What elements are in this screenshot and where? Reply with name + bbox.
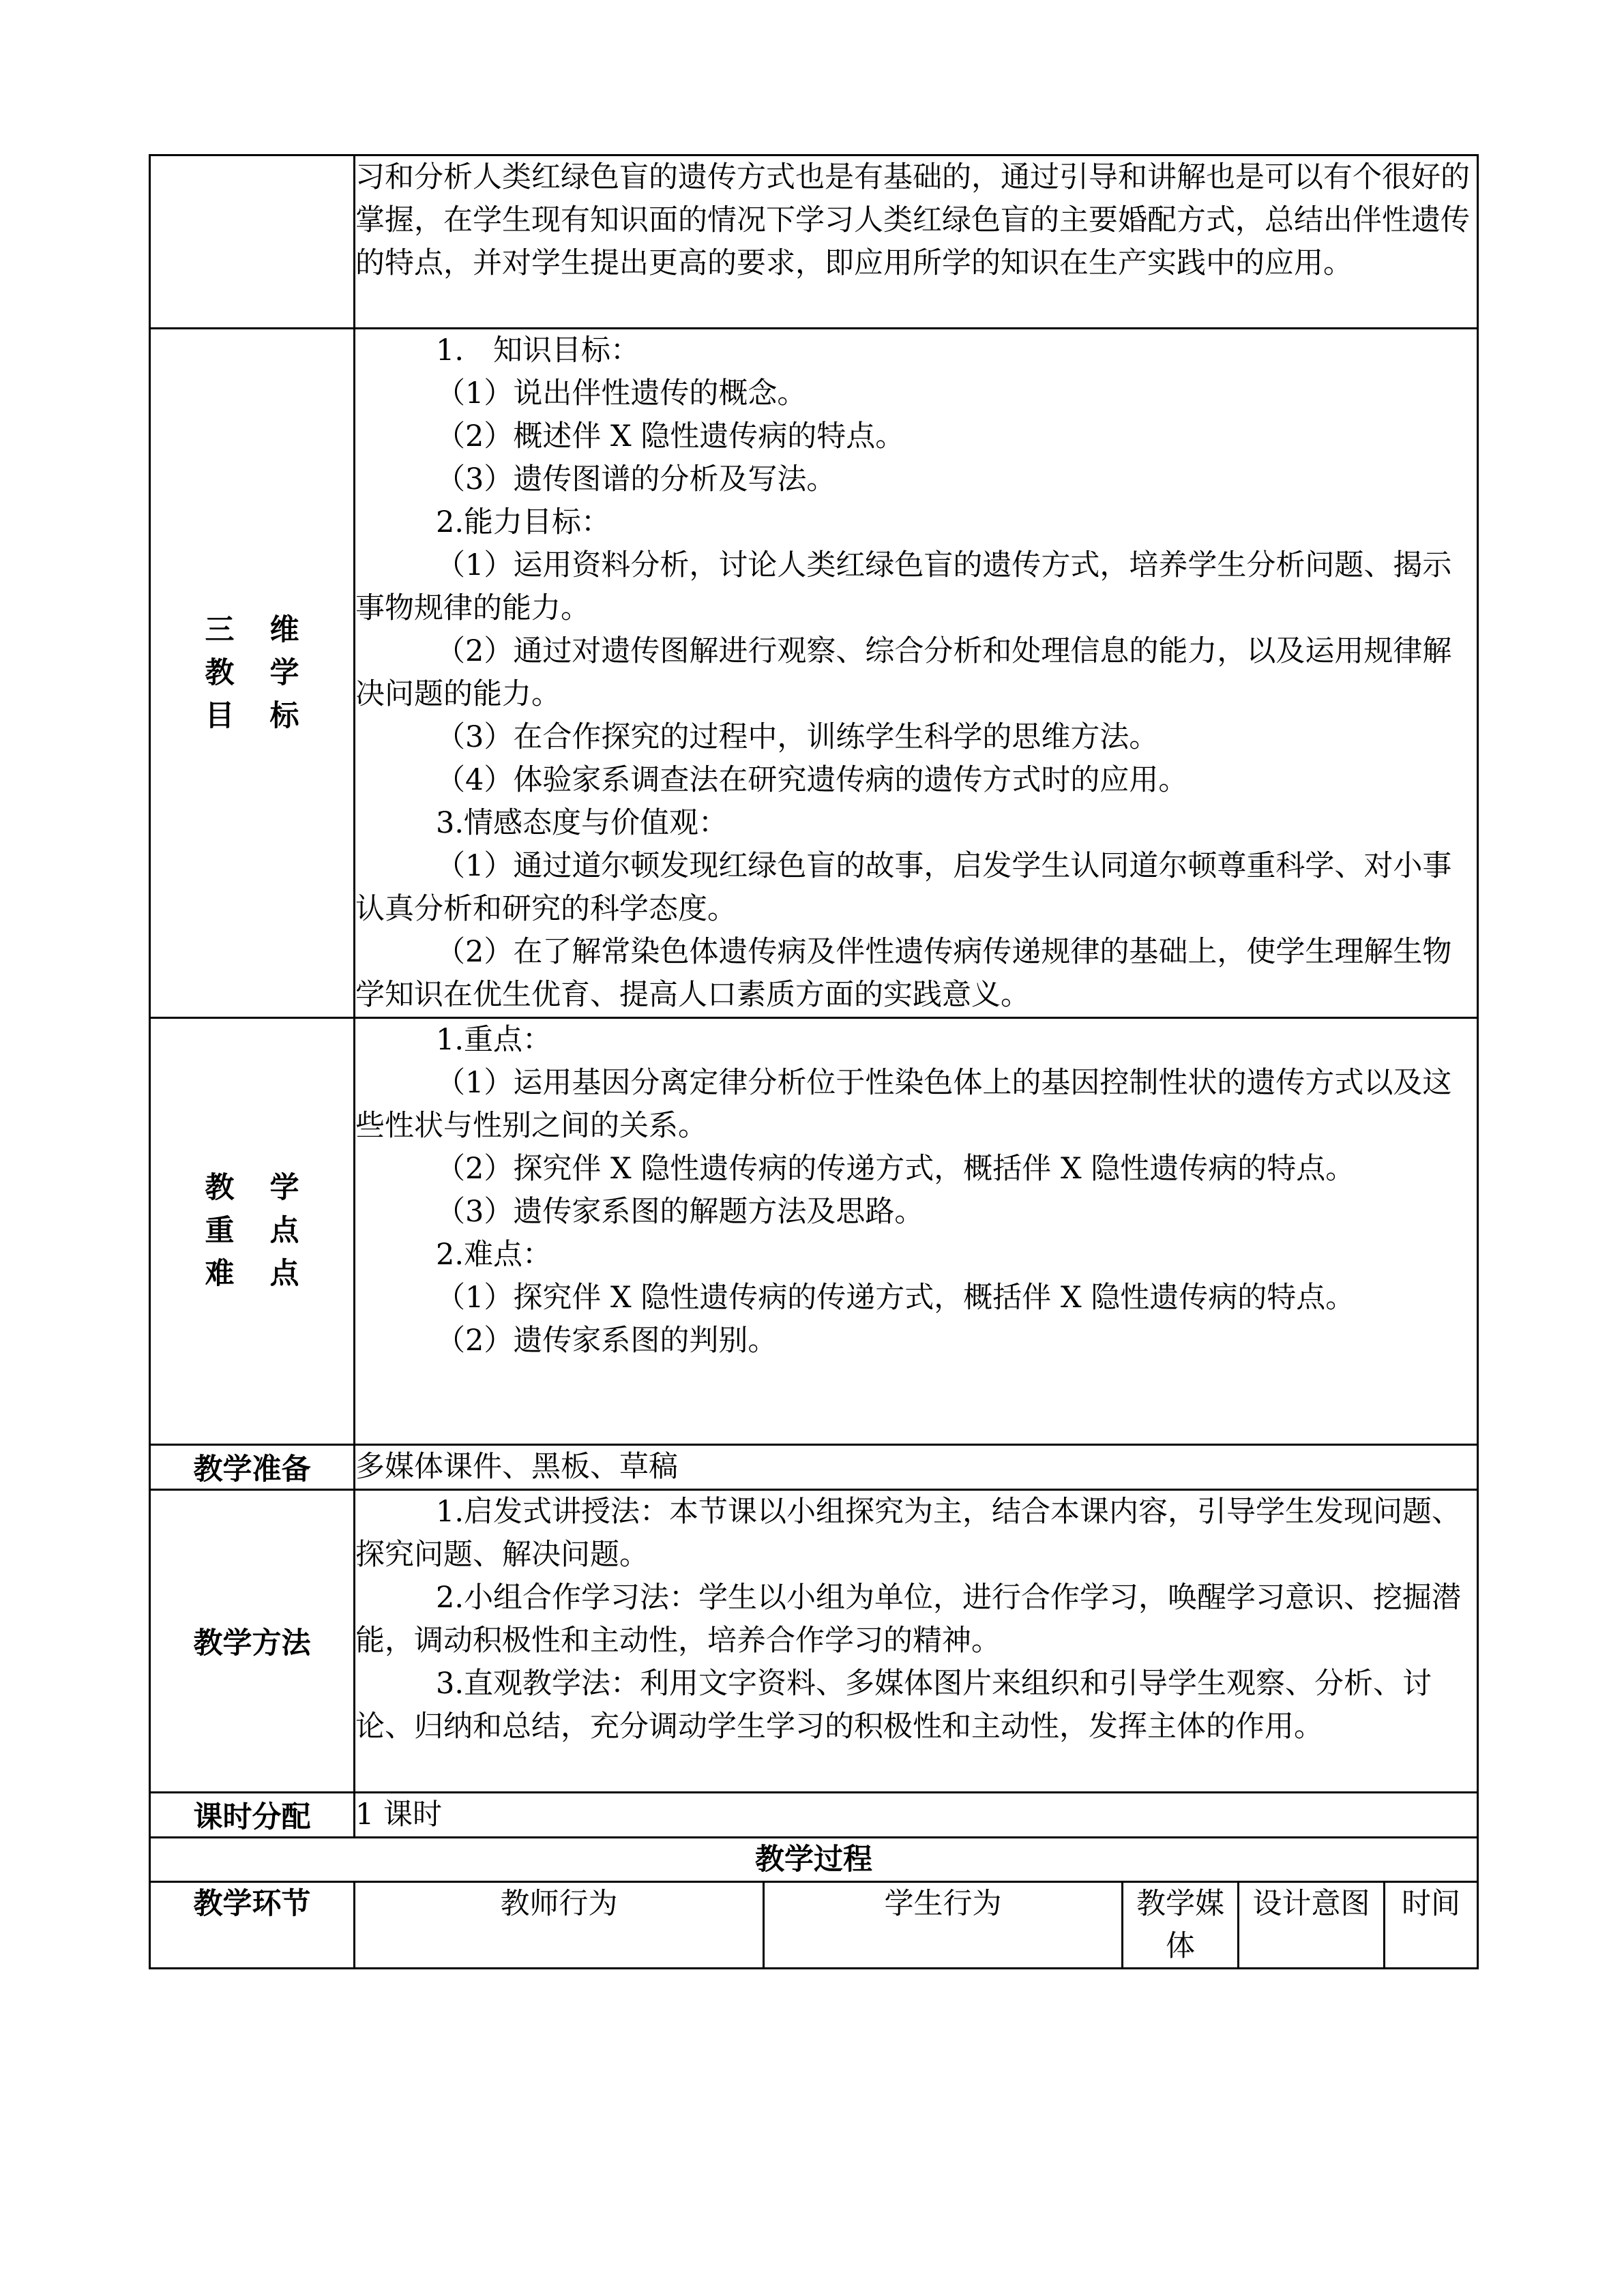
- keypoints-label-line: 难点: [205, 1257, 335, 1291]
- header-teaching-stage: 教学环节: [150, 1882, 355, 1969]
- preparation-label: 教学准备: [150, 1445, 355, 1490]
- keypoints-line: （2）探究伴 X 隐性遗传病的传递方式，概括伴 X 隐性遗传病的特点。: [436, 1152, 1355, 1186]
- preparation-row: [150, 1445, 1478, 1490]
- objectives-line: （1）说出伴性遗传的概念。: [436, 376, 807, 411]
- objectives-label: [150, 329, 355, 1018]
- methods-label: 教学方法: [150, 1490, 355, 1793]
- objectives-content: [355, 329, 1478, 1018]
- objectives-line: 3.情感态度与价值观：: [436, 806, 728, 840]
- hours-row: [150, 1793, 1478, 1838]
- objectives-line: （1）运用资料分析，讨论人类红绿色盲的遗传方式，培养学生分析问题、揭示事物规律的能力。: [355, 548, 1452, 625]
- methods-line: 2.小组合作学习法：学生以小组为单位，进行合作学习，唤醒学习意识、挖掘潜能，调动积极性和主动性，培养合作学习的精神。: [355, 1581, 1462, 1658]
- empty-label-cell: [150, 155, 355, 329]
- header-student-behavior: 学生行为: [764, 1882, 1123, 1969]
- objectives-line: （2）在了解常染色体遗传病及伴性遗传病传递规律的基础上，使学生理解生物学知识在优生优育、提高人口素质方面的实践意义。: [355, 935, 1452, 1012]
- keypoints-line: （3）遗传家系图的解题方法及思路。: [436, 1195, 924, 1229]
- objectives-line: （4）体验家系调查法在研究遗传病的遗传方式时的应用。: [436, 763, 1188, 797]
- objectives-label-line: 教学: [205, 655, 335, 690]
- keypoints-line: （2）遗传家系图的判别。: [436, 1324, 778, 1358]
- objectives-line: （3）在合作探究的过程中，训练学生科学的思维方法。: [436, 720, 1159, 754]
- objectives-line: 2.能力目标：: [436, 505, 611, 539]
- keypoints-line: 1.重点：: [436, 1023, 552, 1057]
- process-title-row: [150, 1838, 1478, 1882]
- analysis-continuation-row: [150, 155, 1478, 329]
- keypoints-label: [150, 1018, 355, 1445]
- keypoints-line: （1）探究伴 X 隐性遗传病的传递方式，概括伴 X 隐性遗传病的特点。: [436, 1281, 1355, 1315]
- objectives-line: 1. 知识目标：: [436, 333, 640, 368]
- methods-line: 3.直观教学法：利用文字资料、多媒体图片来组织和引导学生观察、分析、讨论、归纳和总结，充分调动学生学习的积极性和主动性，发挥主体的作用。: [355, 1667, 1432, 1744]
- objectives-label-line: 三维: [205, 612, 335, 647]
- analysis-continuation-text: 习和分析人类红绿色盲的遗传方式也是有基础的，通过引导和讲解也是可以有个很好的掌握，在学生现有知识面的情况下学习人类红绿色盲的主要婚配方式，总结出伴性遗传的特点，并对学生提出更高的要求，即应用所学的知识在生产实践中的应用。: [355, 155, 1478, 329]
- preparation-value: 多媒体课件、黑板、草稿: [355, 1445, 1478, 1490]
- keypoints-label-line: 重点: [205, 1214, 335, 1248]
- hours-value: 1 课时: [355, 1793, 1478, 1838]
- header-teaching-media: 教学媒体: [1123, 1882, 1239, 1969]
- process-title: 教学过程: [150, 1838, 1478, 1882]
- methods-content: [355, 1490, 1478, 1793]
- keypoints-row: [150, 1018, 1478, 1445]
- objectives-label-line: 目标: [205, 698, 335, 733]
- hours-label: 课时分配: [150, 1793, 355, 1838]
- objectives-line: （3）遗传图谱的分析及写法。: [436, 462, 836, 496]
- keypoints-content: [355, 1018, 1478, 1445]
- keypoints-line: 2.难点：: [436, 1238, 552, 1272]
- methods-line: 1.启发式讲授法：本节课以小组探究为主，结合本课内容，引导学生发现问题、探究问题、解决问题。: [355, 1495, 1462, 1572]
- keypoints-line: （1）运用基因分离定律分析位于性染色体上的基因控制性状的遗传方式以及这些性状与性别之间的关系。: [355, 1066, 1452, 1143]
- objectives-row: [150, 329, 1478, 1018]
- header-time: 时间: [1385, 1882, 1478, 1969]
- objectives-line: （2）概述伴 X 隐性遗传病的特点。: [436, 419, 905, 453]
- header-teacher-behavior: 教师行为: [355, 1882, 764, 1969]
- objectives-line: （1）通过道尔顿发现红绿色盲的故事，启发学生认同道尔顿尊重科学、对小事认真分析和研究的科学态度。: [355, 849, 1452, 926]
- objectives-line: （2）通过对遗传图解进行观察、综合分析和处理信息的能力，以及运用规律解决问题的能力。: [355, 634, 1452, 711]
- process-header-row: [150, 1882, 1478, 1969]
- header-design-intent: 设计意图: [1239, 1882, 1385, 1969]
- methods-row: [150, 1490, 1478, 1793]
- keypoints-label-line: 教学: [205, 1171, 335, 1205]
- lesson-plan-table: [149, 154, 1479, 1969]
